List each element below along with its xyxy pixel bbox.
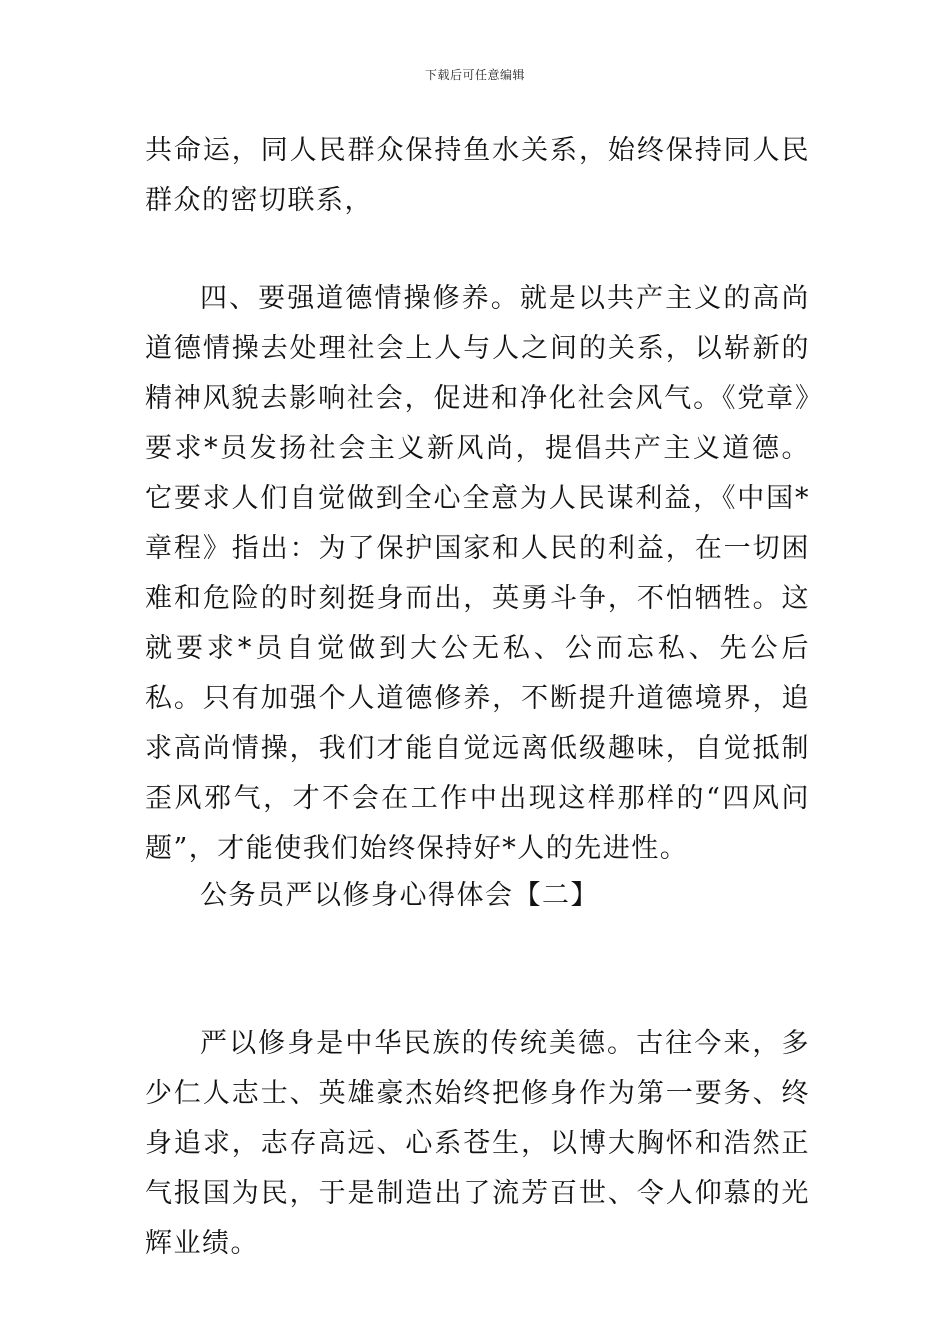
section-heading: 公务员严以修身心得体会【二】 xyxy=(200,880,599,911)
paragraph-moral-cultivation: 四、要强道德情操修养。就是以共产主义的高尚道德情操去处理社会上人与人之间的关系，以崭新的精神风貌去影响社会，促进和净化社会风气。《党章》要求*员发扬社会主义新风尚，提倡共产主义道德。它要求人们自觉做到全心全意为人民谋利益，《中国*章程》指出：为了保护国家和人民的利益，在一切困难和危险的时刻挺身而出，英勇斗争，不怕牺牲。这就要求*员自觉做到大公无私、公而忘私、先公后私。只有加强个人道德修养，不断提升道德境界，追求高尚情操，我们才能自觉远离低级趣味，自觉抵制歪风邪气，才不会在工作中出现这样那样的“四风问题”，才能使我们始终保持好*人的先进性。 xyxy=(145,283,810,864)
page-header: 下载后可任意编辑 xyxy=(424,68,525,82)
paragraph-self-cultivation: 严以修身是中华民族的传统美德。古往今来，多少仁人志士、英雄豪杰始终把修身作为第一要务、终身追求，志存高远、心系苍生，以博大胸怀和浩然正气报国为民，于是制造出了流芳百世、令人仰慕的光辉业绩。 xyxy=(145,1028,810,1259)
paragraph-continuation: 共命运，同人民群众保持鱼水关系，始终保持同人民群众的密切联系， xyxy=(145,135,810,216)
